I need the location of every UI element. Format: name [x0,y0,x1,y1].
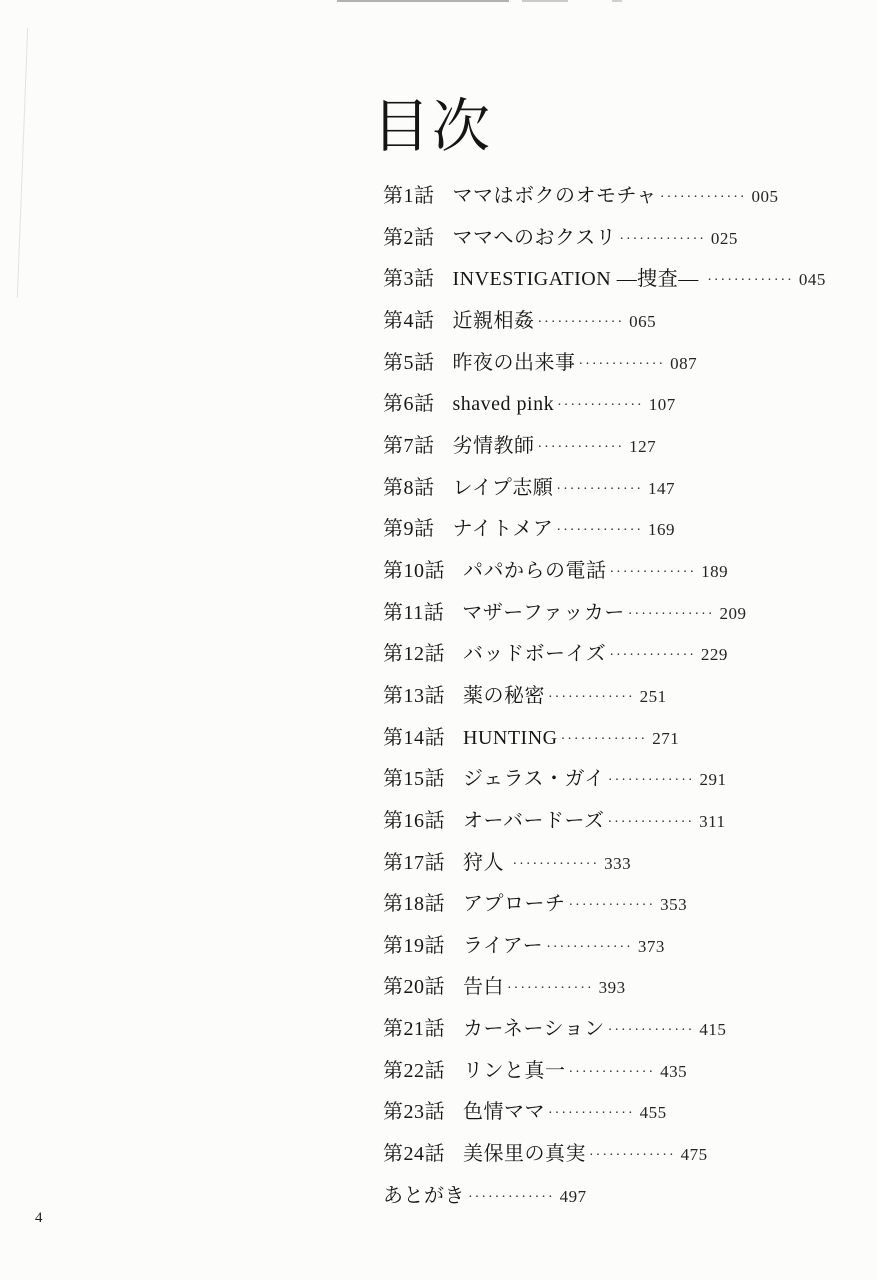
chapter-label: 第1話 [383,185,435,207]
chapter-title: ライアー [463,934,544,957]
page-ref: 147 [648,478,676,498]
chapter-title: バッドボーイズ [463,643,607,666]
leader-dots: ············· [507,981,594,997]
chapter-label: 第9話 [383,518,435,541]
toc-entry [383,183,863,225]
page-ref: 353 [660,895,688,915]
chapter-title: あとがき [383,1184,465,1207]
leader-dots: ············· [578,356,666,372]
page-ref: 127 [629,436,657,456]
chapter-label: 第13話 [383,684,445,707]
scan-artifact-top-dash [522,0,568,2]
leader-dots: ············· [568,1064,656,1080]
page-ref: 025 [710,228,738,248]
toc-entry [383,475,863,517]
chapter-label: 第20話 [383,976,445,999]
toc-entry [383,933,863,975]
page-ref: 169 [648,520,676,540]
chapter-title: オーバードーズ [463,809,605,832]
chapter-title: 美保里の真実 [463,1143,586,1166]
toc-entry [383,891,863,933]
toc-entry [383,350,863,392]
page-ref: 189 [701,561,729,581]
chapter-title: 劣情教師 [452,434,535,457]
chapter-label: 第8話 [383,476,435,499]
page-ref: 373 [637,936,665,956]
chapter-label: 第4話 [383,309,435,332]
page-ref: 497 [559,1186,587,1206]
page-ref: 435 [660,1061,688,1081]
toc-entry [383,600,863,642]
scan-artifact-top-dash [612,0,622,2]
chapter-title: ママはボクのオモチャ [452,185,657,207]
chapter-label: 第3話 [383,268,435,291]
chapter-label: 第7話 [383,434,435,457]
toc-entry [383,308,863,350]
chapter-title: パパからの電話 [463,559,607,582]
chapter-label: 第14話 [383,726,445,749]
page-ref: 475 [680,1145,708,1165]
leader-dots: ············· [609,564,697,580]
chapter-label: 第2話 [383,226,435,249]
page-ref: 393 [598,978,626,998]
leader-dots: ············· [548,1106,635,1122]
leader-dots: ············· [609,648,696,664]
leader-dots: ············· [627,606,715,622]
page-ref: 251 [639,686,667,706]
leader-dots: ············· [568,898,656,914]
toc-entry [383,641,863,683]
leader-dots: ············· [560,731,648,747]
page-ref: 209 [719,603,747,623]
toc-entry [383,266,863,308]
leader-dots: ············· [557,398,644,414]
toc-entry [383,850,863,892]
chapter-title: カーネーション [463,1018,605,1041]
chapter-title: 狩人 [463,851,510,874]
page-ref: 415 [699,1020,727,1040]
page-ref: 107 [648,395,676,415]
leader-dots: ············· [607,773,695,789]
page-ref: 311 [699,811,726,831]
page-ref: 005 [751,187,779,206]
chapter-title: ジェラス・ガイ [463,768,605,791]
page-ref: 333 [604,853,632,873]
toc-entry [383,1141,863,1183]
toc-entry [383,433,863,475]
toc-entry [383,391,863,433]
chapter-title: ナイトメア [452,518,554,541]
leader-dots: ············· [607,1023,695,1039]
chapter-title: レイプ志願 [452,476,554,499]
chapter-label: 第22話 [383,1059,445,1082]
toc-entry [383,725,863,767]
leader-dots: ············· [659,190,747,205]
leader-dots: ············· [548,689,635,705]
chapter-label: 第19話 [383,934,445,957]
toc-entry [383,1058,863,1100]
toc-entry [383,516,863,558]
leader-dots: ············· [556,481,644,497]
page-ref: 045 [798,270,826,290]
chapter-label: 第15話 [383,768,445,791]
toc-entry [383,1099,863,1141]
toc-entry [383,558,863,600]
chapter-title: 告白 [463,976,504,999]
chapter-title: アプローチ [463,893,566,916]
chapter-label: 第6話 [383,393,435,416]
leader-dots: ············· [546,939,633,955]
scan-artifact-top-line [337,0,509,2]
leader-dots: ············· [468,1189,555,1205]
leader-dots: ············· [556,523,644,539]
chapter-label: 第17話 [383,851,445,874]
leader-dots: ············· [537,314,625,330]
toc-entry-afterword [383,1183,863,1225]
chapter-title: 色情ママ [463,1101,545,1124]
chapter-label: 第21話 [383,1018,445,1041]
chapter-label: 第16話 [383,809,445,832]
page-ref: 455 [639,1103,667,1123]
chapter-title: 薬の秘密 [463,684,545,707]
leader-dots: ············· [512,856,600,872]
folio-number: 4 [35,1210,43,1226]
page-title: 目次 [372,94,493,159]
leader-dots: ············· [607,814,695,830]
chapter-label: 第23話 [383,1101,445,1124]
chapter-label: 第11話 [383,601,445,624]
table-of-contents [383,183,863,1224]
toc-entry [383,683,863,725]
toc-entry [383,974,863,1016]
leader-dots: ············· [707,273,794,289]
scan-artifact-left-edge [17,28,28,298]
page-ref: 229 [700,645,728,665]
toc-entry [383,1016,863,1058]
page-ref: 087 [670,353,698,373]
chapter-title: ママへのおクスリ [452,226,617,249]
chapter-title: 昨夜の出来事 [452,351,576,374]
chapter-title: マザーファッカー [462,601,625,624]
chapter-title: リンと真一 [463,1059,566,1082]
page-ref: 065 [629,311,657,331]
chapter-title: HUNTING [463,726,558,749]
toc-entry [383,225,863,267]
toc-entry [383,808,863,850]
chapter-label: 第12話 [383,643,445,666]
leader-dots: ············· [537,439,625,455]
chapter-title: 近親相姦 [452,309,535,332]
chapter-label: 第10話 [383,559,445,582]
leader-dots: ············· [589,1148,676,1164]
page-ref: 271 [652,728,680,748]
chapter-label: 第24話 [383,1143,445,1166]
leader-dots: ············· [619,231,706,247]
page-ref: 291 [699,770,727,790]
chapter-label: 第18話 [383,893,445,916]
chapter-label: 第5話 [383,351,435,374]
toc-entry [383,766,863,808]
chapter-title: shaved pink [452,393,555,416]
chapter-title: INVESTIGATION ―捜査― [452,268,705,291]
